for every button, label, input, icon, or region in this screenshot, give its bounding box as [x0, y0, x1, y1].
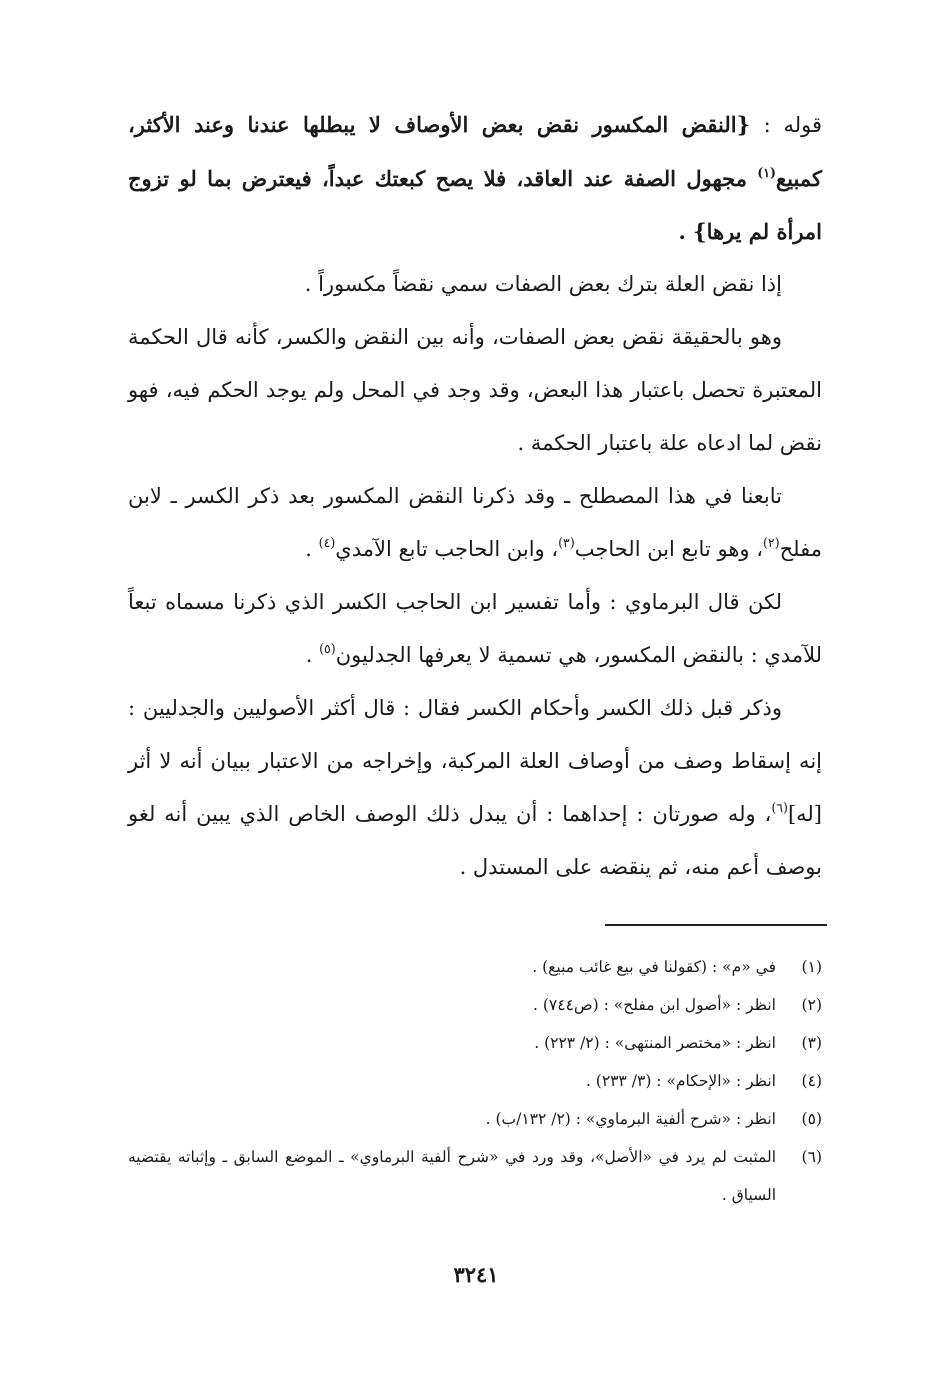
footnotes [128, 948, 822, 1214]
footnote-number: (٣) [801, 1034, 822, 1052]
footnote-ref-2: (٢) [763, 535, 780, 551]
footnote-text: انظر : «مختصر المنتهى» : (٢/ ٢٢٣) . [534, 1034, 776, 1052]
footnote-ref-4: (٤) [318, 535, 336, 551]
footnote-3 [128, 1024, 822, 1062]
paragraph-3: وهو بالحقيقة نقض بعض الصفات، وأنه بين النقض والكسر، كأنه قال الحكمة المعتبرة تحصل باعتبار هذا البعض، وقد وجد في المحل ولم يوجد الحكم فيه، فهو نقض لما ادعاه علة باعتبار الحكمة . [128, 325, 822, 455]
footnote-text: المثبت لم يرد في «الأصل»، وقد ورد في «شرح ألفية البرماوي» ـ الموضع السابق ـ وإثباته يقتضيه السياق . [128, 1148, 776, 1204]
quote-text-a: {النقض المكسور نقض بعض الأوصاف لا يبطلها عندنا وعند الأكثر، كمبيع [128, 112, 822, 191]
p6-text-a: وذكر قبل ذلك الكسر وأحكام الكسر فقال : قال أكثر الأصوليين والجدليين : إنه إسقاط وصف من أوصاف العلة المركبة، وإخراجه من الاعتبار ببيان أنه لا أثر [له] [128, 696, 822, 826]
footnote-number: (٦) [801, 1148, 822, 1166]
footnote-ref-3: (٣) [558, 535, 575, 551]
p4-text-a: تابعنا في هذا المصطلح ـ وقد ذكرنا النقض المكسور بعد ذكر الكسر ـ لابن مفلح [128, 484, 822, 561]
paragraph-quote [128, 98, 822, 258]
paragraph-2: إذا نقض العلة بترك بعض الصفات سمي نقضاً مكسوراً . [304, 272, 782, 296]
footnote-6 [128, 1138, 822, 1214]
footnote-number: (١) [801, 958, 822, 976]
footnote-2 [128, 986, 822, 1024]
paragraph-4 [128, 470, 822, 576]
footnote-1 [128, 948, 822, 986]
p4-text-d: . [305, 537, 319, 561]
paragraph-6 [128, 682, 822, 894]
p4-text-c: ، وابن الحاجب تابع الآمدي [335, 537, 559, 561]
footnote-separator [605, 924, 827, 926]
footnote-text: في «م» : (كقولنا في بيع غائب مبيع) . [532, 958, 776, 976]
footnote-number: (٢) [801, 996, 822, 1014]
main-text [128, 98, 822, 894]
footnote-text: انظر : «الإحكام» : (٣/ ٢٣٣) . [585, 1072, 776, 1090]
quote-text-b: مجهول الصفة عند العاقد، فلا يصح كبعتك عبداً، فيعترض بما لو تزوج امرأة لم يرها} . [128, 166, 822, 244]
footnote-ref-1: (١) [757, 165, 776, 181]
p6-text-b: ، وله صورتان : إحداهما : أن يبدل ذلك الوصف الخاص الذي يبين أنه لغو بوصف أعم منه، ثم ينقضه على المستدل . [128, 802, 822, 879]
footnote-5 [128, 1100, 822, 1138]
footnote-4 [128, 1062, 822, 1100]
p5-text-a: لكن قال البرماوي : وأما تفسير ابن الحاجب الكسر الذي ذكرنا مسماه تبعاً للآمدي : بالنقض المكسور، هي تسمية لا يعرفها الجدليون [128, 590, 822, 667]
footnote-text: انظر : «شرح ألفية البرماوي» : (٢/ ١٣٢/ب) . [485, 1110, 776, 1128]
footnote-number: (٥) [801, 1110, 822, 1128]
footnote-ref-5: (٥) [319, 641, 336, 657]
p5-text-b: . [305, 643, 320, 667]
footnote-text: انظر : «أصول ابن مفلح» : (ص٧٤٤) . [533, 996, 776, 1014]
p4-text-b: ، وهو تابع ابن الحاجب [574, 537, 763, 561]
footnote-number: (٤) [801, 1072, 822, 1090]
paragraph-5 [128, 576, 822, 682]
page-number: ٣٢٤١ [453, 1262, 499, 1287]
footnote-ref-6: (٦) [771, 800, 788, 816]
quote-lead: قوله : [763, 113, 822, 137]
